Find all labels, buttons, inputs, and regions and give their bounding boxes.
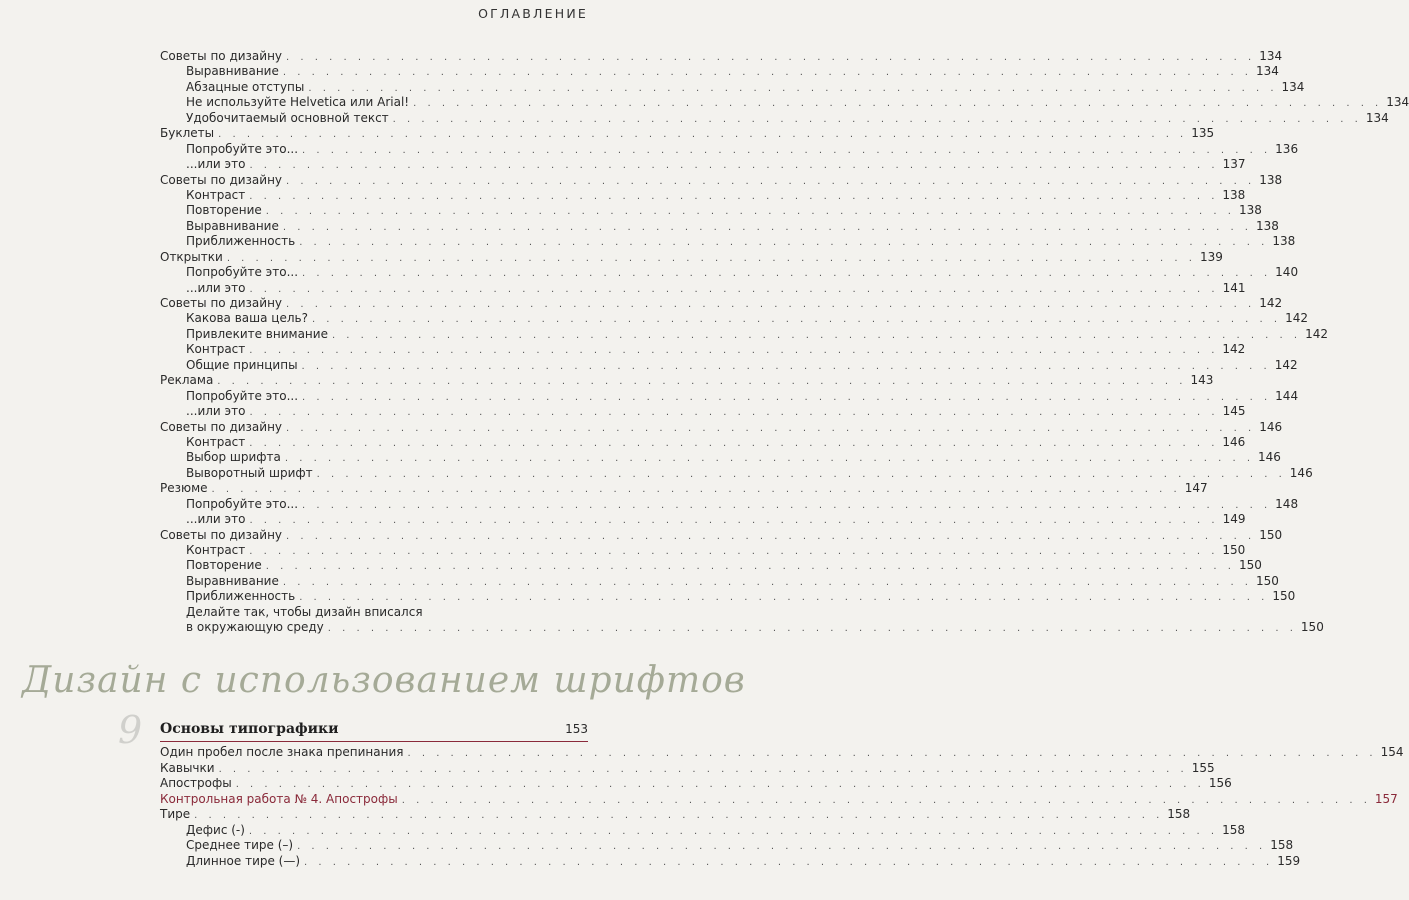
dot-leader — [219, 762, 1188, 778]
toc-entry-page: 146 — [1289, 465, 1313, 480]
toc-entry-title: Выравнивание — [186, 64, 279, 79]
toc-entry[interactable] — [160, 573, 1279, 589]
toc-entry-title: Выравнивание — [186, 573, 279, 588]
toc-entry[interactable] — [160, 527, 1283, 543]
dot-leader — [299, 590, 1268, 605]
toc-entry-title: Кавычки — [160, 760, 215, 775]
toc-entry-page: 149 — [1222, 512, 1246, 527]
toc-entry-page: 150 — [1259, 527, 1283, 542]
toc-entry-page: 134 — [1386, 95, 1409, 110]
toc-entry-title: Приближенность — [186, 589, 296, 604]
chapter-number: 9 — [118, 708, 143, 752]
toc-entry-page: 138 — [1256, 218, 1279, 233]
toc-entry-title: Повторение — [186, 558, 262, 573]
toc-entry-page: 137 — [1222, 157, 1246, 172]
toc-entry[interactable] — [160, 203, 1262, 218]
toc-entry[interactable] — [160, 434, 1246, 450]
toc-lower-list — [160, 745, 1404, 869]
toc-entry-title: Советы по дизайну — [160, 296, 283, 310]
dot-leader — [283, 575, 1252, 590]
dot-leader — [236, 777, 1205, 793]
toc-entry[interactable] — [160, 218, 1279, 234]
toc-entry[interactable] — [160, 342, 1246, 357]
dot-leader — [227, 251, 1196, 266]
toc-entry-page: 136 — [1275, 141, 1299, 156]
dot-leader — [194, 808, 1163, 824]
toc-entry-title: Какова ваша цель? — [186, 311, 308, 326]
dot-leader — [249, 824, 1218, 840]
dot-leader — [308, 81, 1277, 96]
dot-leader — [217, 374, 1186, 389]
chapter-title: Основы типографики — [160, 721, 339, 737]
dot-leader — [266, 204, 1235, 219]
toc-entry-title: Контраст — [186, 187, 246, 202]
dot-leader — [249, 158, 1218, 173]
toc-entry[interactable] — [160, 326, 1328, 342]
chapter-page: 153 — [565, 722, 588, 736]
toc-entry-title: ...или это — [186, 280, 246, 295]
toc-entry-page: 138 — [1259, 172, 1283, 187]
toc-entry-title: Дефис (-) — [186, 822, 245, 837]
dot-leader — [286, 50, 1255, 65]
toc-entry-page: 134 — [1256, 64, 1279, 79]
toc-entry-page: 154 — [1380, 745, 1404, 759]
toc-entry-page: 139 — [1199, 249, 1223, 264]
toc-entry[interactable] — [160, 481, 1208, 496]
toc-entry-title: Среднее тире (–) — [186, 838, 294, 852]
toc-entry-page: 146 — [1258, 450, 1281, 465]
toc-entry-title: Реклама — [160, 373, 214, 388]
toc-entry[interactable] — [160, 791, 1398, 808]
toc-entry[interactable] — [160, 822, 1245, 839]
toc-entry[interactable] — [160, 172, 1283, 188]
toc-entry[interactable] — [160, 357, 1298, 373]
toc-entry-title: Буклеты — [160, 126, 215, 141]
dot-leader — [297, 839, 1266, 855]
toc-entry-title: в окружающую среду — [186, 620, 324, 635]
dot-leader — [302, 390, 1271, 405]
toc-entry[interactable] — [160, 49, 1283, 64]
toc-upper — [160, 49, 1409, 636]
dot-leader — [332, 328, 1301, 343]
toc-entry-title: Контрольная работа № 4. Апострофы — [160, 791, 398, 806]
toc-entry-title: Абзацные отступы — [186, 79, 305, 94]
dot-leader — [286, 174, 1255, 189]
part-title: Дизайн с использованием шрифтов — [22, 660, 746, 701]
toc-entry-title: Контраст — [186, 543, 246, 557]
toc-entry-page: 142 — [1274, 357, 1298, 372]
toc-entry-page: 150 — [1222, 543, 1246, 557]
toc-entry-page: 150 — [1256, 573, 1279, 588]
toc-entry-title: ...или это — [186, 512, 246, 527]
toc-entry-page: 138 — [1222, 187, 1246, 202]
toc-entry[interactable] — [160, 373, 1214, 388]
toc-entry-page: 134 — [1365, 110, 1389, 125]
dot-leader — [413, 96, 1382, 111]
toc-entry[interactable] — [160, 605, 588, 620]
toc-entry-page: 150 — [1272, 589, 1296, 604]
toc-entry-title: Удобочитаемый основной текст — [186, 110, 389, 125]
toc-entry[interactable] — [160, 404, 1246, 419]
toc-entry-page: 144 — [1275, 388, 1299, 403]
toc-entry-page: 155 — [1191, 760, 1215, 775]
toc-entry[interactable] — [160, 776, 1232, 792]
toc-entry-title: Советы по дизайну — [160, 527, 283, 542]
toc-entry[interactable] — [160, 388, 1299, 404]
dot-leader — [317, 467, 1286, 482]
toc-entry-page: 145 — [1222, 404, 1246, 419]
toc-entry-page: 143 — [1190, 373, 1214, 388]
toc-entry-title: Не используйте Helvetica или Arial! — [186, 95, 410, 110]
toc-entry[interactable] — [160, 234, 1296, 249]
dot-leader — [393, 112, 1362, 127]
toc-entry-title: Открытки — [160, 249, 223, 264]
toc-entry[interactable] — [160, 558, 1262, 573]
toc-entry-page: 142 — [1222, 342, 1246, 357]
toc-entry-title: ...или это — [186, 404, 246, 419]
toc-entry-title: Попробуйте это... — [186, 265, 299, 280]
chapter-heading[interactable] — [160, 721, 588, 742]
toc-entry-title: Попробуйте это... — [186, 388, 299, 403]
toc-entry[interactable] — [160, 589, 1296, 604]
toc-entry-title: Выравнивание — [186, 218, 279, 233]
dot-leader — [304, 855, 1273, 871]
toc-entry-page: 146 — [1222, 434, 1246, 449]
toc-entry-title: ...или это — [186, 157, 246, 172]
toc-entry-page: 150 — [1238, 558, 1262, 573]
toc-entry-title: Повторение — [186, 203, 262, 218]
toc-entry-page: 134 — [1281, 79, 1305, 94]
dot-leader — [407, 746, 1376, 762]
dot-leader — [249, 436, 1218, 451]
toc-entry-page: 159 — [1277, 853, 1301, 868]
toc-entry-page: 138 — [1238, 203, 1262, 218]
dot-leader — [266, 559, 1235, 574]
dot-leader — [249, 343, 1218, 358]
dot-leader — [285, 451, 1254, 466]
running-head: ОГЛАВЛЕНИЕ — [478, 6, 588, 21]
toc-entry-page: 146 — [1259, 419, 1283, 434]
toc-entry-title: Выворотный шрифт — [186, 465, 313, 480]
toc-entry-page: 134 — [1259, 49, 1283, 63]
toc-entry[interactable] — [160, 512, 1246, 527]
toc-entry[interactable] — [160, 280, 1246, 296]
toc-entry-page: 156 — [1208, 776, 1232, 790]
dot-leader — [402, 793, 1371, 809]
toc-entry[interactable] — [160, 419, 1283, 435]
toc-entry[interactable] — [160, 187, 1246, 203]
toc-entry-page: 147 — [1184, 481, 1208, 496]
toc-entry-title: Резюме — [160, 481, 208, 496]
toc-entry[interactable] — [160, 95, 1409, 110]
dot-leader — [283, 220, 1252, 235]
toc-entry[interactable] — [160, 79, 1305, 95]
toc-entry-page: 158 — [1167, 807, 1191, 821]
toc-entry[interactable] — [160, 807, 1191, 823]
dot-leader — [286, 421, 1255, 436]
toc-entry-title: Апострофы — [160, 776, 232, 790]
toc-entry-title: Длинное тире (—) — [186, 853, 301, 868]
toc-entry-page: 142 — [1259, 296, 1283, 310]
toc-entry-title: Привлеките внимание — [186, 326, 328, 341]
toc-entry-title: Тире — [160, 807, 191, 821]
toc-entry-title: Советы по дизайну — [160, 49, 283, 63]
toc-entry[interactable] — [160, 296, 1283, 311]
toc-entry[interactable] — [160, 64, 1279, 79]
toc-entry-page: 158 — [1270, 838, 1294, 852]
toc-entry-page: 142 — [1285, 311, 1308, 326]
dot-leader — [218, 127, 1187, 142]
toc-entry[interactable] — [160, 853, 1301, 870]
dot-leader — [249, 513, 1218, 528]
toc-entry-page: 158 — [1222, 822, 1245, 837]
toc-entry-title: Выбор шрифта — [186, 450, 281, 465]
dot-leader — [299, 235, 1268, 250]
toc-entry-page: 135 — [1191, 126, 1215, 141]
dot-leader — [302, 359, 1271, 374]
toc-entry-title: Контраст — [186, 342, 246, 357]
toc-entry-page: 148 — [1275, 496, 1299, 511]
toc-entry-title: Делайте так, чтобы дизайн вписался — [186, 604, 423, 619]
toc-entry-page: 141 — [1222, 280, 1246, 295]
toc-lower — [160, 721, 1404, 869]
dot-leader — [328, 621, 1297, 636]
dot-leader — [302, 266, 1271, 281]
dot-leader — [302, 143, 1271, 158]
toc-entry-title: Советы по дизайну — [160, 419, 283, 434]
dot-leader — [212, 482, 1181, 497]
toc-entry[interactable] — [160, 745, 1404, 761]
toc-entry[interactable] — [160, 543, 1246, 558]
toc-entry[interactable] — [160, 249, 1223, 265]
toc-entry[interactable] — [160, 265, 1299, 280]
toc-entry[interactable] — [160, 838, 1294, 854]
toc-entry-title: Контраст — [186, 434, 246, 449]
toc-entry-title: Общие принципы — [186, 357, 298, 372]
dot-leader — [302, 498, 1271, 513]
toc-entry-page: 140 — [1275, 265, 1299, 280]
toc-entry[interactable] — [160, 620, 1324, 635]
toc-entry-page: 138 — [1272, 234, 1296, 249]
dot-leader — [249, 282, 1218, 297]
toc-entry[interactable] — [160, 465, 1313, 481]
toc-entry-page: 142 — [1305, 326, 1328, 341]
dot-leader — [249, 189, 1218, 204]
toc-entry-title: Попробуйте это... — [186, 496, 299, 511]
dot-leader — [286, 529, 1255, 544]
toc-entry[interactable] — [160, 157, 1246, 172]
toc-entry-title: Один пробел после знака препинания — [160, 745, 404, 759]
toc-entry-page: 157 — [1374, 791, 1398, 806]
toc-entry[interactable] — [160, 450, 1281, 465]
dot-leader — [249, 544, 1218, 559]
toc-entry[interactable] — [160, 760, 1215, 777]
toc-entry-page: 150 — [1300, 620, 1324, 635]
toc-entry[interactable] — [160, 496, 1299, 512]
toc-entry[interactable] — [160, 126, 1215, 141]
toc-entry[interactable] — [160, 110, 1389, 126]
dot-leader — [249, 405, 1218, 420]
toc-entry-title: Советы по дизайну — [160, 172, 283, 187]
dot-leader — [312, 312, 1281, 327]
toc-entry-title: Попробуйте это... — [186, 141, 299, 156]
toc-entry-title: Приближенность — [186, 234, 296, 249]
dot-leader — [283, 65, 1252, 80]
dot-leader — [286, 297, 1255, 312]
toc-entry[interactable] — [160, 311, 1308, 326]
toc-entry[interactable] — [160, 141, 1299, 157]
